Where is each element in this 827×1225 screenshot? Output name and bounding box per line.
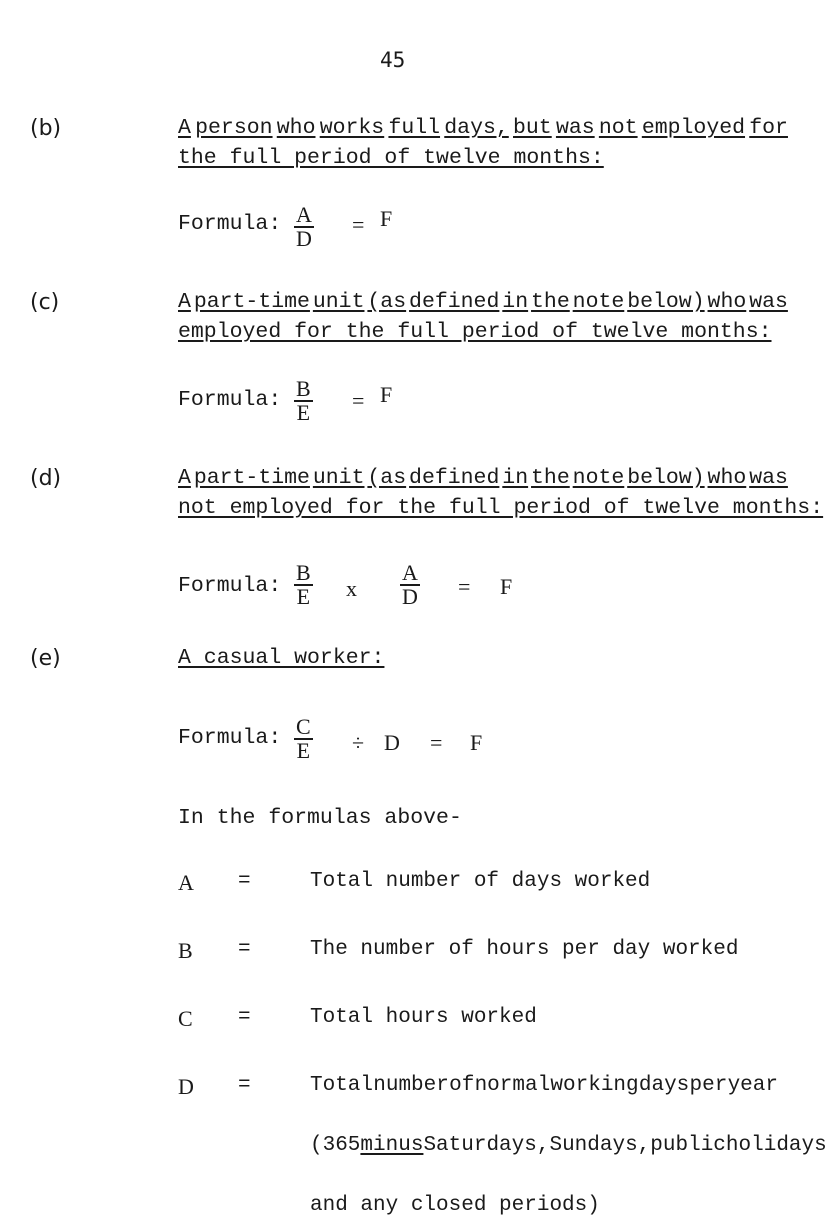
definition-equals: = [238,870,251,893]
formula-c-denominator: E [296,400,311,425]
formula-label-e: Formula: [178,726,282,750]
word: employed [641,116,746,140]
definition-symbol: C [178,1006,193,1031]
word: below) [627,290,705,314]
word: working [550,1074,639,1097]
definitions-intro: In the formulas above- [178,806,462,830]
formula-c-equals: = [352,388,365,413]
word: defined [409,466,500,490]
word: year [727,1074,778,1097]
word: who [707,466,747,490]
item-d-line2: not employed for the full period of twelve months: [178,496,824,520]
item-marker-d: (d) [30,466,62,491]
definition-symbol: D [178,1074,194,1099]
item-marker-e: (e) [30,646,61,671]
formula-d-denominator-2: D [402,584,418,609]
word: per [689,1074,728,1097]
word: the [531,290,570,314]
definition-equals: = [238,1074,251,1097]
item-marker-b: (b) [30,116,62,141]
definition-text: The number of hours per day worked [310,938,739,961]
definition-symbol: B [178,938,193,963]
word: Total [310,1074,374,1097]
word: who [707,290,747,314]
word: Sundays, [549,1134,651,1157]
word: in [502,290,529,314]
word: A [178,116,191,140]
formula-b-numerator: A [296,202,312,227]
definition-d-text-line2 [310,1134,827,1157]
word: days, [444,116,509,140]
formula-e-numerator: C [296,714,311,739]
word: normal [474,1074,551,1097]
definition-d-text-line1 [310,1074,778,1097]
word: note [572,290,625,314]
item-c-line2: employed for the full period of twelve months: [178,320,772,344]
word: minus [360,1134,424,1157]
formula-e-denominator: E [296,738,311,763]
word: for [749,116,788,140]
page-number: 45 [380,48,406,72]
word: of [449,1074,475,1097]
word: was [749,290,788,314]
word: unit [312,290,365,314]
word: (as [367,290,407,314]
word: below) [627,466,705,490]
formula-label-d: Formula: [178,574,282,598]
formula-d-numerator-2: A [402,560,418,585]
word: part-time [193,466,310,490]
formula-c-result: F [380,382,393,407]
word: A [178,290,191,314]
formula-d-equals: = [458,574,471,599]
word: days [638,1074,690,1097]
word: defined [409,290,500,314]
definition-symbol: A [178,870,194,895]
word: in [502,466,529,490]
definition-equals: = [238,1006,251,1029]
definition-text: Total hours worked [310,1006,537,1029]
word: the [531,466,570,490]
word: (365 [310,1134,361,1157]
item-b-line2: the full period of twelve months: [178,146,604,170]
word: not [598,116,638,140]
item-e-line1: A casual worker: [178,646,385,670]
word: who [276,116,316,140]
formula-e-divide: ÷ [352,730,365,755]
word: works [319,116,385,140]
definition-d-text-line3: and any closed periods) [310,1194,600,1217]
formula-c-numerator: B [296,376,311,401]
formula-e-equals: = [430,730,443,755]
formula-d-result: F [500,574,513,599]
word: note [572,466,625,490]
word: public [650,1134,726,1157]
word: full [388,116,441,140]
word: person [195,116,273,140]
word: A [178,466,191,490]
formula-d-times: x [346,576,357,601]
word: but [513,116,552,140]
formula-label-b: Formula: [178,212,282,236]
formula-label-c: Formula: [178,388,282,412]
definition-text: Total number of days worked [310,870,651,893]
word: unit [312,466,365,490]
formula-d-denominator-1: E [296,584,311,609]
formula-d-numerator-1: B [296,560,311,585]
formula-b-denominator: D [296,226,312,251]
formula-b-equals: = [352,212,365,237]
word: part-time [193,290,310,314]
word: was [555,116,595,140]
formula-e-result: F [470,730,483,755]
word: holidays [725,1134,827,1157]
formula-e-term: D [384,730,400,755]
definition-equals: = [238,938,251,961]
word: (as [367,466,407,490]
item-marker-c: (c) [30,290,60,315]
word: was [749,466,788,490]
formula-b-result: F [380,206,393,231]
word: number [373,1074,449,1097]
word: Saturdays, [423,1134,550,1157]
